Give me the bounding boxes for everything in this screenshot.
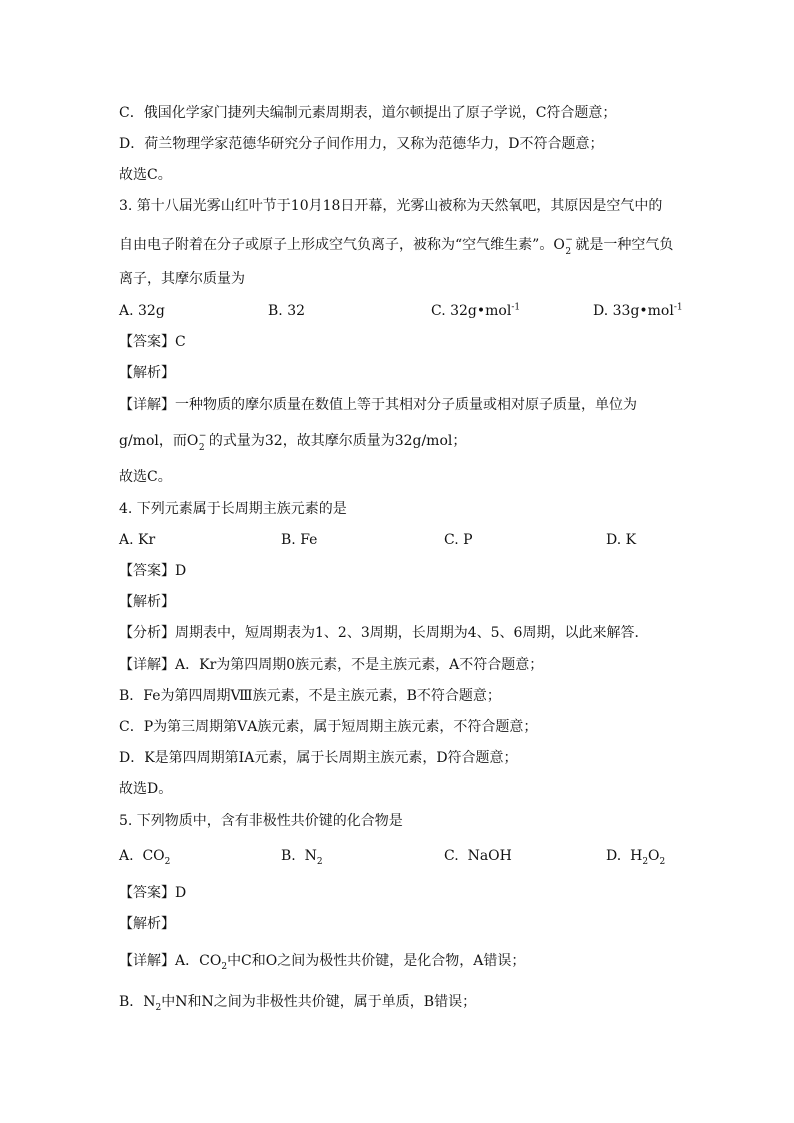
q3-stem-line3: 离子，其摩尔质量为 xyxy=(119,271,245,287)
q5-option-b-formula: N xyxy=(304,848,317,864)
q5-option-b-label: B. xyxy=(281,848,296,864)
q5-detail-b-formula: N xyxy=(143,994,156,1010)
q5-option-a-subscript: 2 xyxy=(164,856,171,867)
q4-option-c: C. P xyxy=(444,532,473,548)
q5-option-a xyxy=(119,847,170,865)
q3-option-c-exponent: -1 xyxy=(511,302,521,313)
q3-option-d-text: D. 33g•mol xyxy=(593,303,674,319)
q5-option-d-subscript-2: 2 xyxy=(659,856,666,867)
q5-detail-a-prefix: 【详解】A． xyxy=(119,953,200,969)
q3-option-c xyxy=(431,302,520,320)
q4-detail-a: 【详解】A．Kr为第四周期0族元素，不是主族元素，A不符合题意； xyxy=(119,657,544,673)
q3-stem-line2 xyxy=(119,235,674,257)
q5-option-c-formula: NaOH xyxy=(467,848,512,864)
q3-stem-line2-text-b: 就是一种空气负 xyxy=(575,237,674,253)
q5-option-d-subscript-1: 2 xyxy=(642,856,649,867)
q5-option-a-formula: CO xyxy=(142,848,165,864)
q5-option-c-label: C. xyxy=(444,848,459,864)
q5-option-d-label: D. xyxy=(606,848,622,864)
q5-option-d-formula-h: H xyxy=(630,848,643,864)
q3-stem-line1: 3. 第十八届光雾山红叶节于10月18日开幕，光雾山被称为天然氧吧，其原因是空气中的 xyxy=(119,198,663,214)
q5-detail-a-rest: 中C和O之间为极性共价键，是化合物，A错误； xyxy=(227,953,526,969)
ion-charge-inline: − xyxy=(198,431,207,441)
ion-base: O xyxy=(553,237,565,253)
ion-subscript-inline: 2 xyxy=(198,443,205,453)
q2-option-c-explanation: C．俄国化学家门捷列夫编制元素周期表，道尔顿提出了原子学说，C符合题意； xyxy=(119,105,617,121)
q5-option-c xyxy=(444,847,512,865)
superoxide-ion xyxy=(553,235,575,257)
q5-detail-b-prefix: B． xyxy=(119,994,144,1010)
q4-option-d: D. K xyxy=(606,532,637,548)
q4-option-a: A. Kr xyxy=(119,532,156,548)
q5-detail-a-formula: CO xyxy=(199,953,222,969)
q5-detail-b-rest: 中N和N之间为非极性共价键，属于单质，B错误； xyxy=(161,994,477,1010)
q5-stem: 5. 下列物质中，含有非极性共价键的化合物是 xyxy=(119,813,403,829)
q5-answer: 【答案】D xyxy=(119,885,187,901)
ion-base-inline: O xyxy=(186,433,199,449)
q3-option-b: B. 32 xyxy=(268,303,306,319)
q5-detail-b xyxy=(119,993,476,1011)
q4-fenxi: 【分析】周期表中，短周期表为1、2、3周期，长周期为4、5、6周期，以此来解答． xyxy=(119,625,649,641)
ion-charge: − xyxy=(565,235,573,245)
q4-detail-c: C．P为第三周期第ⅤA族元素，属于短周期主族元素，不符合题意； xyxy=(119,719,538,735)
q3-stem-line2-text-a: 自由电子附着在分子或原子上形成空气负离子，被称为“空气维生素”。 xyxy=(119,237,554,253)
q5-option-b-subscript: 2 xyxy=(316,856,323,867)
q5-option-d xyxy=(606,847,665,865)
q4-detail-b: B．Fe为第四周期Ⅷ族元素，不是主族元素，B不符合题意； xyxy=(119,688,501,704)
q2-conclusion: 故选C。 xyxy=(119,167,172,183)
q3-conclusion: 故选C。 xyxy=(119,469,172,485)
q4-stem: 4. 下列元素属于长周期主族元素的是 xyxy=(119,501,347,517)
q5-option-b xyxy=(281,847,323,865)
q4-answer: 【答案】D xyxy=(119,563,187,579)
q3-answer: 【答案】C xyxy=(119,334,186,350)
q5-option-a-label: A. xyxy=(119,848,134,864)
q3-option-d-exponent: -1 xyxy=(673,302,683,313)
q3-option-d xyxy=(593,302,683,320)
q3-option-a: A. 32g xyxy=(119,303,165,319)
q4-option-b: B. Fe xyxy=(281,532,318,548)
q3-detail-line1: 【详解】一种物质的摩尔质量在数值上等于其相对分子质量或相对原子质量，单位为 xyxy=(119,397,637,413)
q2-option-d-explanation: D．荷兰物理学家范德华研究分子间作用力，又称为范德华力，D不符合题意； xyxy=(119,136,604,152)
superoxide-ion-inline xyxy=(186,431,209,453)
q3-detail-line2 xyxy=(119,431,467,453)
q3-detail-line2-text-a: g/mol，而 xyxy=(119,433,187,449)
q3-option-c-text: C. 32g•mol xyxy=(431,303,512,319)
q5-detail-b-subscript: 2 xyxy=(155,1002,162,1013)
q5-analysis-heading: 【解析】 xyxy=(119,916,175,932)
q3-analysis-heading: 【解析】 xyxy=(119,365,175,381)
q5-detail-a-subscript: 2 xyxy=(221,961,228,972)
q4-detail-d: D．K是第四周期第ⅠA元素，属于长周期主族元素，D符合题意； xyxy=(119,750,518,766)
q4-analysis-heading: 【解析】 xyxy=(119,594,175,610)
q5-detail-a xyxy=(119,952,525,970)
q5-option-d-formula-o: O xyxy=(648,848,660,864)
ion-subscript: 2 xyxy=(565,247,572,257)
q4-conclusion: 故选D。 xyxy=(119,781,173,797)
q3-detail-line2-text-b: 的式量为32，故其摩尔质量为32g/mol； xyxy=(208,433,467,449)
